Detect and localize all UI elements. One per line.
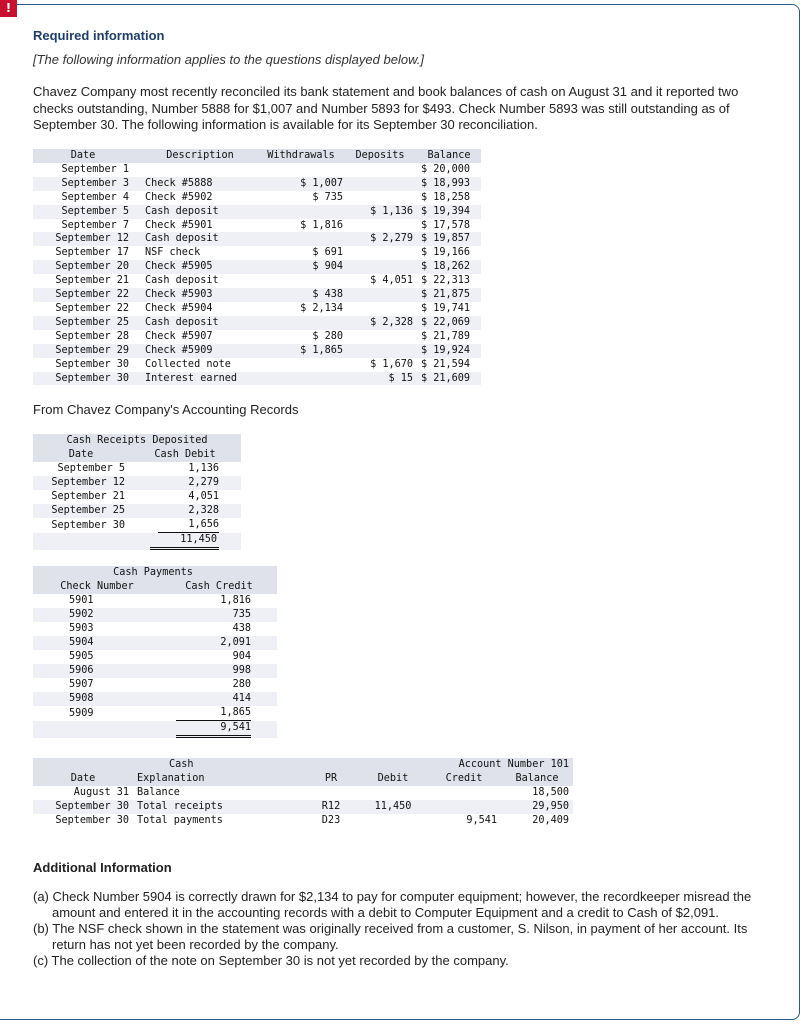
row-date: September 30 — [33, 372, 133, 386]
row-withdrawal: $ 1,007 — [259, 177, 343, 191]
receipts-header-date: Date — [33, 448, 129, 462]
required-info-heading: Required information — [33, 28, 165, 43]
table-row — [33, 814, 573, 828]
receipt-amount-cell — [129, 476, 241, 490]
cash-payments-title: Cash Payments — [33, 566, 277, 580]
payment-check-number: 5902 — [33, 608, 161, 622]
row-description: Cash deposit — [133, 232, 259, 246]
receipts-total: 11,450 — [150, 533, 219, 550]
row-description: NSF check — [145, 247, 201, 259]
row-date: September 1 — [61, 163, 129, 175]
row-balance: $ 21,875 — [417, 288, 481, 302]
additional-item-b: (b) The NSF check shown in the statement was originally received from a customer, S. Nilson, in payment of her account. Its return has not yet been recorded by the company. — [33, 921, 748, 952]
row-withdrawal: $ 1,816 — [300, 219, 343, 231]
row-date: September 22 — [33, 288, 133, 302]
receipt-date: September 12 — [33, 476, 129, 490]
table-row — [33, 288, 481, 302]
row-withdrawal — [259, 163, 343, 177]
ledger-explanation: Balance — [137, 787, 180, 798]
payment-check-number: 5901 — [69, 595, 94, 606]
row-date: September 20 — [33, 260, 133, 274]
row-balance: $ 19,857 — [417, 232, 481, 246]
payment-check-number: 5907 — [69, 679, 94, 690]
table-row — [33, 191, 481, 205]
row-withdrawal: $ 280 — [312, 330, 343, 342]
row-balance: $ 19,394 — [417, 205, 481, 219]
header-description: Description — [133, 149, 259, 163]
row-description: Check #5907 — [145, 330, 213, 342]
payment-amount-cell — [161, 692, 277, 706]
table-row — [33, 462, 241, 476]
row-deposit — [343, 330, 417, 344]
receipt-amount-cell — [129, 504, 241, 518]
row-balance: $ 19,166 — [421, 247, 471, 259]
header-withdrawals: Withdrawals — [259, 149, 343, 163]
payment-amount: 2,091 — [220, 637, 251, 648]
table-row — [33, 664, 277, 678]
payment-amount-cell — [161, 608, 277, 622]
row-balance: $ 18,258 — [421, 191, 471, 203]
additional-info-list — [33, 889, 765, 969]
bank-statement-table — [33, 149, 481, 385]
alert-icon: ! — [0, 0, 17, 17]
row-withdrawal — [259, 316, 343, 330]
table-row — [33, 786, 573, 800]
accounting-records-caption: From Chavez Company's Accounting Records — [33, 402, 299, 417]
ledger-header-credit: Credit — [427, 772, 501, 786]
table-row — [33, 594, 277, 608]
payment-amount: 735 — [232, 609, 251, 620]
row-description: Cash deposit — [133, 205, 259, 219]
table-row — [33, 692, 277, 706]
row-deposit: $ 2,279 — [343, 232, 417, 246]
row-withdrawal — [259, 232, 343, 246]
table-row — [33, 163, 481, 177]
row-date: September 25 — [33, 316, 133, 330]
table-row — [33, 636, 277, 650]
receipt-amount: 2,328 — [188, 505, 219, 516]
payments-header-amount: Cash Credit — [161, 580, 277, 594]
info-subnote: [The following information applies to the questions displayed below.] — [33, 52, 424, 67]
row-withdrawal: $ 691 — [312, 247, 343, 259]
row-description: Check #5909 — [133, 344, 259, 358]
payment-check-number: 5906 — [33, 664, 161, 678]
receipt-date: September 30 — [51, 519, 125, 531]
table-row — [33, 608, 277, 622]
table-row — [33, 219, 481, 233]
table-row — [33, 316, 481, 330]
table-row — [33, 490, 241, 504]
table-row — [33, 650, 277, 664]
ledger-pr: D23 — [321, 815, 341, 826]
ledger-balance: 20,409 — [532, 815, 569, 826]
receipt-amount-cell — [129, 462, 241, 476]
intro-paragraph: Chavez Company most recently reconciled its bank statement and book balances of cash on August 31 and it reported two checks outstanding, Number 5888 for $1,007 and Number 5893 for $493. Check Number 5893 was still outstanding as of September 30. The following information is available for its September 30 reconciliation. — [33, 84, 739, 132]
row-withdrawal — [259, 205, 343, 219]
row-deposit — [343, 219, 417, 233]
ledger-header-debit: Debit — [359, 772, 427, 786]
table-row — [33, 800, 573, 814]
receipt-amount: 4,051 — [188, 491, 219, 502]
payment-check-number: 5903 — [69, 623, 94, 634]
payment-check-number: 5904 — [33, 636, 161, 650]
header-deposits: Deposits — [343, 149, 417, 163]
row-deposit — [343, 191, 417, 205]
row-description: Interest earned — [133, 372, 259, 386]
row-balance: $ 22,313 — [421, 275, 471, 287]
ledger-explanation: Total payments — [137, 815, 223, 826]
row-description: Check #5903 — [133, 288, 259, 302]
ledger-debit — [359, 814, 427, 828]
table-row — [33, 177, 481, 191]
table-row — [33, 372, 481, 386]
ledger-header-date: Date — [33, 772, 133, 786]
row-withdrawal — [259, 372, 343, 386]
bank-statement-header — [33, 149, 481, 163]
row-deposit — [343, 246, 417, 260]
row-deposit: $ 2,328 — [343, 316, 417, 330]
row-deposit: $ 1,136 — [343, 205, 417, 219]
payment-amount-cell — [161, 678, 277, 692]
row-withdrawal: $ 438 — [259, 288, 343, 302]
payment-amount: 280 — [232, 679, 251, 690]
payment-check-number: 5909 — [69, 707, 94, 719]
ledger-date: September 30 — [33, 800, 133, 814]
row-withdrawal: $ 1,865 — [259, 344, 343, 358]
row-withdrawal — [259, 358, 343, 372]
additional-item-c: (c) The collection of the note on September 30 is not yet recorded by the company. — [33, 953, 509, 968]
table-row — [33, 260, 481, 274]
row-date: September 21 — [55, 275, 129, 287]
payment-amount-cell — [161, 636, 277, 650]
row-description — [133, 163, 259, 177]
receipt-date: September 21 — [51, 491, 125, 502]
row-description: Check #5902 — [145, 191, 213, 203]
row-date: September 5 — [33, 205, 133, 219]
ledger-debit: 11,450 — [359, 800, 427, 814]
row-description: Check #5888 — [133, 177, 259, 191]
row-deposit — [343, 177, 417, 191]
row-withdrawal: $ 2,134 — [300, 302, 343, 314]
row-description: Cash deposit — [133, 316, 259, 330]
ledger-balance: 29,950 — [501, 800, 573, 814]
payment-check-number: 5905 — [69, 651, 94, 662]
ledger-date: August 31 — [73, 787, 129, 798]
row-date: September 28 — [55, 330, 129, 342]
payment-amount: 1,865 — [176, 706, 251, 721]
table-row — [33, 622, 277, 636]
row-balance: $ 22,069 — [417, 316, 481, 330]
row-description: Check #5901 — [145, 219, 213, 231]
row-deposit: $ 15 — [343, 372, 417, 386]
row-balance: $ 18,993 — [417, 177, 481, 191]
payment-amount: 998 — [232, 665, 251, 676]
payment-amount-cell — [161, 594, 277, 608]
payments-total: 9,541 — [176, 721, 251, 738]
ledger-explanation: Total receipts — [133, 800, 303, 814]
row-date: September 7 — [61, 219, 129, 231]
payment-amount-cell — [161, 706, 277, 721]
row-deposit — [343, 260, 417, 274]
row-balance: $ 20,000 — [421, 163, 471, 175]
table-row — [33, 344, 481, 358]
row-balance: $ 21,789 — [421, 330, 471, 342]
table-row — [33, 504, 241, 518]
table-row — [33, 330, 481, 344]
row-date: September 29 — [33, 344, 133, 358]
table-row — [33, 678, 277, 692]
row-date: September 4 — [61, 191, 129, 203]
row-description: Cash deposit — [145, 275, 219, 287]
row-date: September 17 — [55, 247, 129, 259]
ledger-pr — [303, 786, 359, 800]
additional-item-a: (a) Check Number 5904 is correctly drawn for $2,134 to pay for computer equipment; however, the recordkeeper misread the amount and entered it in the accounting records with a debit to Computer Equipment and a credit to Cash of $2,091. — [33, 889, 752, 920]
payments-header-check: Check Number — [33, 580, 161, 594]
header-balance: Balance — [417, 149, 481, 163]
cash-receipts-title: Cash Receipts Deposited — [33, 434, 241, 448]
receipt-amount: 1,656 — [158, 518, 219, 533]
cash-payments-table — [33, 566, 277, 738]
receipt-date: September 5 — [57, 463, 125, 474]
ledger-balance: 18,500 — [532, 787, 569, 798]
row-date: September 30 — [55, 358, 129, 370]
header-date: Date — [33, 149, 133, 163]
row-date: September 12 — [33, 232, 133, 246]
row-description: Collected note — [145, 358, 231, 370]
row-description: Check #5904 — [145, 302, 213, 314]
ledger-date: September 30 — [55, 815, 129, 826]
ledger-credit — [427, 786, 501, 800]
ledger-header-balance: Balance — [501, 772, 573, 786]
payment-amount-cell — [161, 650, 277, 664]
row-balance: $ 19,924 — [417, 344, 481, 358]
row-deposit — [343, 302, 417, 316]
row-deposit: $ 1,670 — [370, 358, 413, 370]
cash-receipts-table — [33, 434, 241, 550]
table-row — [33, 274, 481, 288]
table-row — [33, 246, 481, 260]
payment-amount-cell — [161, 622, 277, 636]
payment-check-number: 5908 — [33, 692, 161, 706]
table-row — [33, 476, 241, 490]
payment-amount: 904 — [232, 651, 251, 662]
row-date: September 3 — [33, 177, 133, 191]
row-deposit: $ 4,051 — [370, 275, 413, 287]
table-row — [33, 706, 277, 721]
row-withdrawal: $ 904 — [259, 260, 343, 274]
table-row — [33, 358, 481, 372]
ledger-pr: R12 — [303, 800, 359, 814]
row-balance: $ 19,741 — [421, 302, 471, 314]
payment-amount: 438 — [232, 623, 251, 634]
table-row — [33, 518, 241, 533]
row-balance: $ 17,578 — [421, 219, 471, 231]
table-row — [33, 302, 481, 316]
ledger-header-explanation: Explanation — [133, 772, 303, 786]
ledger-credit — [427, 800, 501, 814]
row-balance: $ 21,609 — [417, 372, 481, 386]
ledger-debit — [359, 786, 427, 800]
row-deposit — [343, 344, 417, 358]
receipt-amount: 1,136 — [188, 463, 219, 474]
receipt-date: September 25 — [33, 504, 129, 518]
receipts-header-amount: Cash Debit — [129, 448, 241, 462]
ledger-header-pr: PR — [303, 772, 359, 786]
receipt-amount-cell — [129, 490, 241, 504]
row-deposit — [343, 163, 417, 177]
row-date: September 22 — [55, 302, 129, 314]
row-balance: $ 18,262 — [417, 260, 481, 274]
ledger-account-number: Account Number 101 — [427, 758, 573, 772]
table-row — [33, 205, 481, 219]
payment-amount-cell — [161, 664, 277, 678]
payment-amount: 414 — [232, 693, 251, 704]
additional-info-heading: Additional Information — [33, 860, 172, 875]
row-withdrawal — [259, 274, 343, 288]
row-description: Check #5905 — [133, 260, 259, 274]
ledger-credit: 9,541 — [466, 815, 497, 826]
receipt-amount-cell — [129, 518, 241, 533]
row-balance: $ 21,594 — [421, 358, 471, 370]
row-withdrawal: $ 735 — [312, 191, 343, 203]
table-row — [33, 232, 481, 246]
ledger-title: Cash — [133, 758, 303, 772]
row-deposit — [343, 288, 417, 302]
cash-ledger-table — [33, 758, 573, 828]
receipt-amount: 2,279 — [188, 477, 219, 488]
payment-amount: 1,816 — [220, 595, 251, 606]
